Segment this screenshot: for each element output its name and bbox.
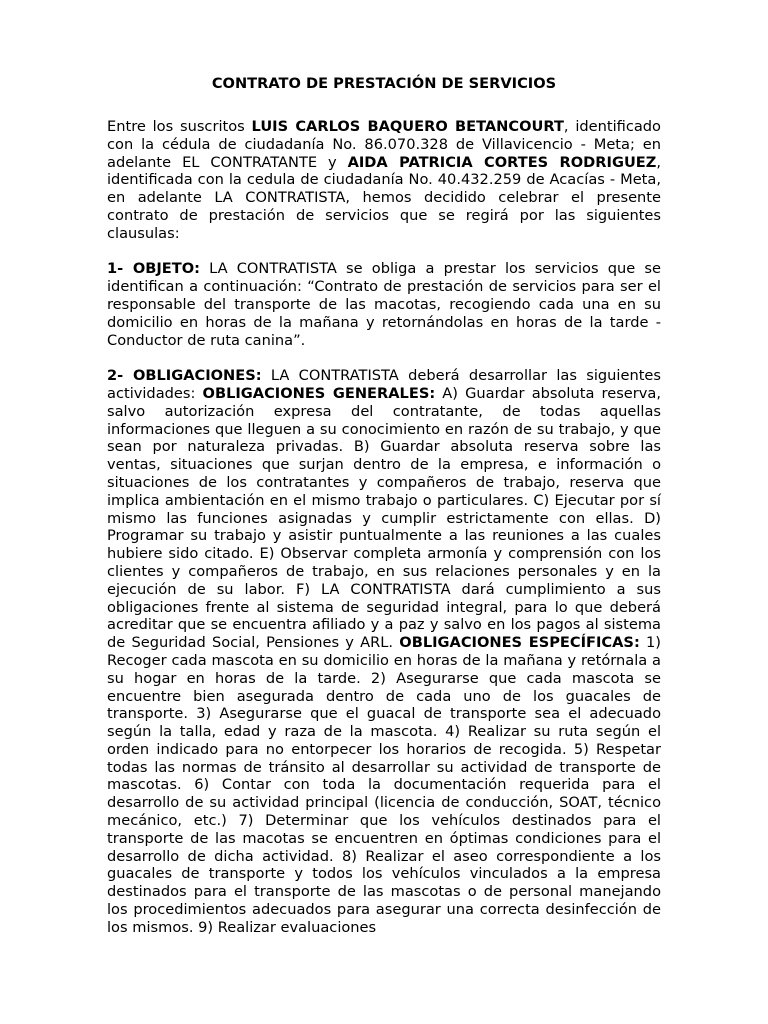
document-title: CONTRATO DE PRESTACIÓN DE SERVICIOS — [211, 75, 557, 92]
clause-obligaciones — [107, 367, 661, 937]
intro-paragraph — [107, 118, 661, 243]
obligaciones-especificas-heading: OBLIGACIONES ESPECÍFICAS: — [399, 634, 640, 652]
intro-text-2: , identificado con la cédula de ciudadanía No. 86.070.328 de Villavicencio - Meta; en adelante EL CONTRATANTE y — [107, 118, 661, 171]
clause-obligaciones-text-2: A) Guardar absoluta reserva, salvo autorización expresa del contratante, de todas aquellas informaciones que lleguen a su conocimiento en razón de su trabajo, y que sean por naturaleza privadas. B) Guardar absoluta reserva sobre las ventas, situaciones que surjan dentro de la empresa, e información o situaciones de los contratantes y compañeros de trabajo, reserva que implica ambientación en el mismo trabajo o particulares. C) Ejecutar por sí mismo las funciones asignadas y cumplir estrictamente con ellas. D) Programar su trabajo y asistir puntualmente a las reuniones a las cuales hubiere sido citado. E) Observar completa armonía y comprensión con los clientes y compañeros de trabajo, en sus relaciones personales y en la ejecución de su labor. F) LA CONTRATISTA dará cumplimiento a sus obligaciones frente al sistema de seguridad integral, para lo que deberá acreditar que se encuentra afiliado y a paz y salvo en los pagos al sistema de Seguridad Social, Pensiones y ARL. — [107, 384, 661, 652]
document-body — [107, 118, 661, 954]
clause-obligaciones-heading: 2- OBLIGACIONES: — [107, 367, 262, 385]
intro-text-3: , identificada con la cedula de ciudadanía No. 40.432.259 de Acacías - Meta, en adelante LA CONTRATISTA, hemos decidido celebrar el presente contrato de prestación de servicios que se regirá por las siguientes clausulas: — [107, 153, 661, 242]
clause-objeto-heading: 1- OBJETO: — [107, 260, 200, 278]
intro-text-1: Entre los suscritos — [107, 118, 252, 135]
clause-obligaciones-text-1: LA CONTRATISTA deberá desarrollar las siguientes actividades: — [107, 367, 661, 402]
party2-name: AIDA PATRICIA CORTES RODRIGUEZ — [347, 153, 657, 171]
clause-objeto — [107, 260, 661, 349]
clause-objeto-text: LA CONTRATISTA se obliga a prestar los servicios que se identifican a continuación: “Contrato de prestación de servicios para ser el responsable del transporte de las macotas, recogiendo cada una en su domicilio en horas de la mañana y retornándolas en horas de la tarde - Conductor de ruta canina”. — [107, 260, 661, 349]
party1-name: LUIS CARLOS BAQUERO BETANCOURT — [251, 118, 564, 135]
clause-obligaciones-text-3: 1) Recoger cada mascota en su domicilio en horas de la mañana y retórnala a su hogar en horas de la tarde. 2) Asegurarse que cada mascota se encuentre bien asegurada dentro de cada uno de los guacales de transporte. 3) Asegurarse que el guacal de transporte sea el adecuado según la talla, edad y raza de la mascota. 4) Realizar su ruta según el orden indicado para no entorpecer los horarios de recogida. 5) Respetar todas las normas de tránsito al desarrollar su actividad de transporte de mascotas. 6) Contar con toda la documentación requerida para el desarrollo de su actividad principal (licencia de conducción, SOAT, técnico mecánico, etc.) 7) Determinar que los vehículos destinados para el transporte de las macotas se encuentren en óptimas condiciones para el desarrollo de dicha actividad. 8) Realizar el aseo correspondiente a los guacales de transporte y todos los vehículos vinculados a la empresa destinados para el transporte de las mascotas o de personal manejando los procedimientos adecuados para asegurar una correcta desinfección de los mismos. 9) Realizar evaluaciones — [107, 634, 661, 936]
obligaciones-generales-heading: OBLIGACIONES GENERALES: — [202, 384, 436, 402]
